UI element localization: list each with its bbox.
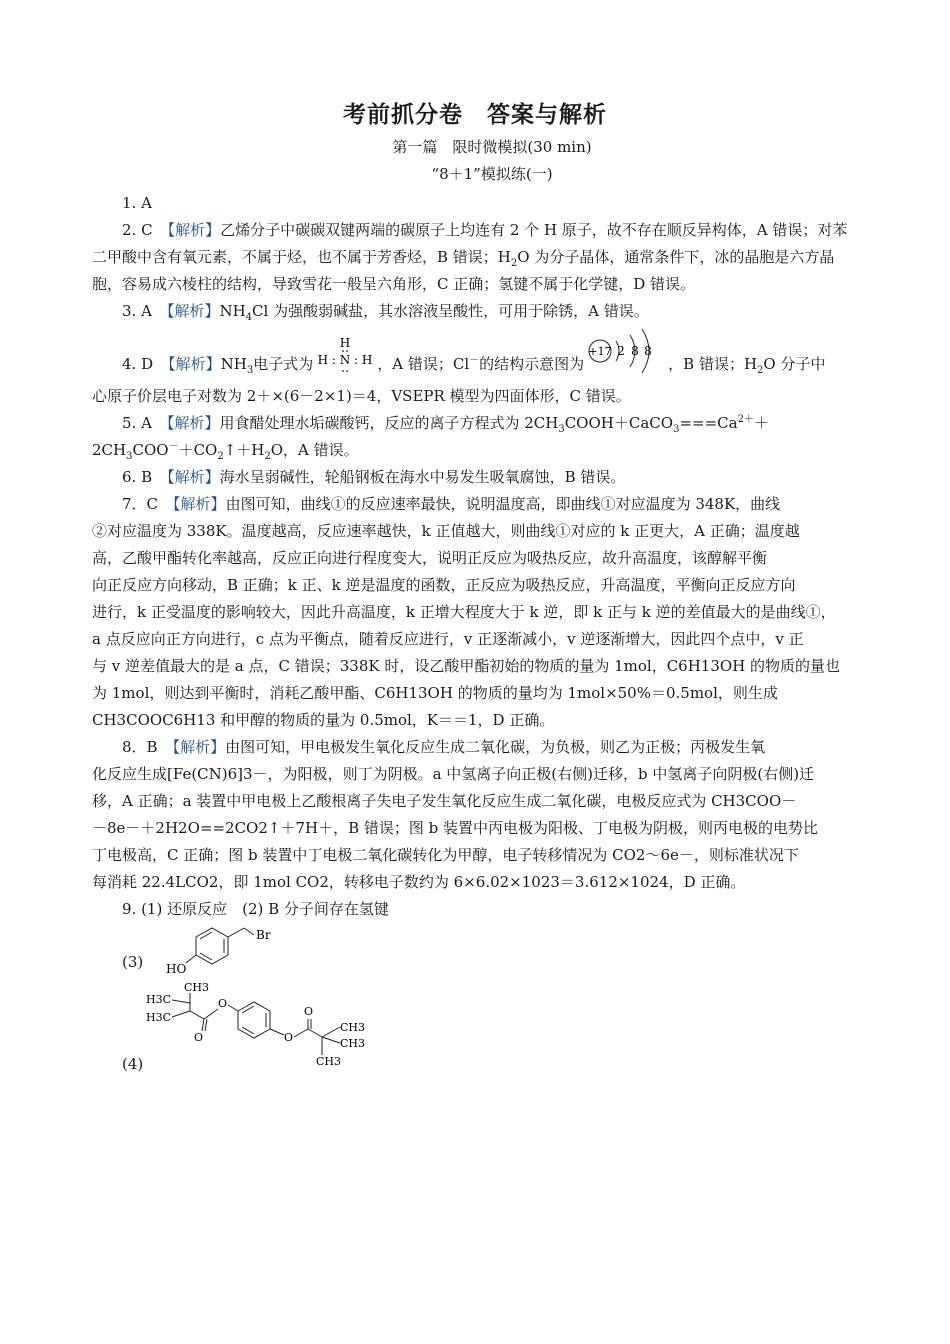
part-label: (4) [122, 1055, 144, 1073]
analysis-line: 高，乙酸甲酯转化率越高，反应正向进行程度变大，说明正反应为吸热反应，故升高温度，该醇解平衡 [92, 549, 768, 567]
shell-1-count: 2 [617, 344, 625, 358]
answer-body [92, 190, 862, 1079]
answer-9-3 [122, 923, 862, 977]
analysis-text: 心原子价层电子对数为 2＋ [92, 387, 272, 405]
ch3-label: CH3 [184, 981, 210, 994]
analysis-tag: 【解析】 [172, 738, 226, 756]
exercise-subtitle: “8＋1”模拟练(一) [431, 165, 553, 183]
analysis-tag: 【解析】 [166, 302, 220, 320]
structure-4-diagram [144, 979, 384, 1071]
shell-2-count: 8 [631, 344, 639, 358]
o-label: O [304, 1005, 314, 1018]
analysis-tag: 【解析】 [167, 221, 221, 239]
analysis-text: O 为分子晶体，通常条件下，冰的晶胞是六方晶胞，容易成六棱柱的结构，导致雪花一般呈六角形，C 正确；氢键不属于化学键，D 错误。 [92, 248, 835, 293]
analysis-text: 海水呈弱碱性，轮船钢板在海水中易发生吸氧腐蚀，B 错误。 [219, 468, 626, 486]
analysis-tag: 【解析】 [166, 414, 220, 432]
o-label: O [194, 1031, 204, 1044]
analysis-text: Cl 为强酸弱碱盐，其水溶液呈酸性，可用于除锈，A 错误。 [252, 302, 649, 320]
electron-formula-h-top: H [340, 338, 351, 350]
ch3-label: CH3 [340, 1021, 366, 1034]
answer-number: 2. C [122, 221, 153, 239]
answer-3: 3. A 【解析】$NH_4Cl$ 为强酸弱碱盐，其水溶液呈酸性，可用于除锈，A 错误。 [122, 302, 649, 323]
analysis-text: NH [220, 355, 247, 373]
nucleus-charge: +17 [588, 345, 612, 358]
analysis-text: 乙烯分子中碳碳双键两端的碳原子上均连有 2 个 H 原子，故不存在顺反异构体，A 错误；对苯二甲酸中含有氧元素，不属于烃，也不属于芳香烃，B 错误；H [92, 221, 848, 266]
analysis-tag: 【解析】 [167, 468, 220, 486]
ch3-label: CH3 [340, 1037, 366, 1050]
answer-number: 7．C [122, 495, 159, 513]
h3c-label: H3C [146, 1011, 172, 1024]
analysis-text: 电子式为 [253, 355, 314, 373]
answer-number: 6. B [122, 468, 153, 486]
shell-3-count: 8 [644, 344, 652, 358]
analysis-tag: 【解析】 [168, 355, 221, 373]
ch3-label: CH3 [316, 1055, 342, 1068]
cl-ion-structure-diagram [584, 321, 668, 381]
nh3-electron-formula [313, 338, 377, 376]
answer-7 [92, 491, 862, 734]
electron-formula-row: H : N : H [317, 353, 373, 367]
analysis-line: －8e－＋2H2O==2CO2↑＋7H＋，B 错误；图 b 装置中丙电极为阳极、丁电极为阴极，则丙电极的电势比 [92, 819, 819, 837]
answer-4: 4. D 【解析】$NH_3$电子式为 H H : N : H ，A 错误；Cl－的结构示意图为 +17 2 8 8 ，B 错误；$H_2O$ 分子中 [92, 335, 862, 395]
analysis-text: 的结构示意图为 [479, 355, 585, 373]
answer-number: 3. A [122, 302, 152, 320]
analysis-text: ＋ [753, 414, 769, 432]
analysis-line: 与 v 逆差值最大的是 a 点，C 错误；338K 时，设乙酸甲酯初始的物质的量为 1mol，C6H13OH 的物质的量也 [92, 657, 841, 675]
charge-sup: － [168, 441, 179, 452]
analysis-text: COOH＋CaCO [564, 414, 674, 432]
analysis-text: ＋CO [178, 441, 218, 459]
part-label: (3) [122, 953, 144, 971]
analysis-line: 丁电极高，C 正确；图 b 装置中丁电极二氧化碳转化为甲醇，电子转移情况为 CO2～6e－，则标准状况下 [92, 846, 799, 864]
analysis-text: NH [219, 302, 246, 320]
section-subtitle: 第一篇 限时微模拟(30 min) [392, 138, 592, 156]
answer-number: 4. D [122, 355, 154, 373]
analysis-line: 由图可知，甲电极发生氧化反应生成二氧化碳，为负极，则乙为正极；丙极发生氧 [225, 738, 766, 756]
answer-6 [92, 464, 862, 491]
answer-2: 2. C 【解析】乙烯分子中碳碳双键两端的碳原子上均连有 2 个 H 原子，故不存在顺反异构体，A 错误；对苯二甲酸中含有氧元素，不属于烃，也不属于芳香烃，B 错误；$H_2O$ 为分子晶体，通常条件下，冰的晶胞是六方晶胞，容易成六棱柱的结构，导致雪花一般呈六角形，C 正确；氢键不属于化学键，D 错误。 [92, 221, 848, 293]
h3c-label: H3C [146, 993, 172, 1006]
o-label: O [218, 997, 228, 1010]
answer-9: 9. (1) 还原反应 (2) B 分子间存在氢键 [122, 900, 389, 918]
answer-1: 1. A [122, 194, 152, 212]
answer-number: 5. A [122, 414, 152, 432]
analysis-line: CH3COOC6H13 和甲醇的物质的量为 0.5mol，K＝＝1，D 正确。 [92, 711, 555, 729]
analysis-text: O，A 错误。 [270, 441, 359, 459]
analysis-text: 2CH [92, 441, 127, 459]
analysis-line: 向正反应方向移动，B 正确；k 正、k 逆是温度的函数，正反应为吸热反应，升高温度，平衡向正反应方向 [92, 576, 796, 594]
answer-5-cont: $2CH_3COO^-+CO_2↑+H_2O$，A 错误。 [92, 441, 359, 462]
answer-9-4 [122, 979, 862, 1079]
analysis-line: a 点反应向正方向进行，c 点为平衡点，随着反应进行，v 正逐渐减小，v 逆逐渐增大，因此四个点中，v 正 [92, 630, 804, 648]
analysis-line: 每消耗 22.4LCO2，即 1mol CO2，转移电子数约为 6×6.02×1023＝3.612×1024，D 正确。 [92, 873, 746, 891]
analysis-text: 用食醋处理水垢碳酸钙，反应的离子方程式为 2CH [219, 414, 559, 432]
charge-sup: 2＋ [737, 414, 754, 425]
answer-8 [92, 734, 862, 896]
o-label: O [284, 1031, 294, 1044]
analysis-text: COO [132, 441, 169, 459]
analysis-line: 进行，k 正受温度的影响较大，因此升高温度，k 正增大程度大于 k 逆，即 k 正与 k 逆的差值最大的是曲线①， [92, 603, 836, 621]
analysis-text: ×(6－2×1)＝4，VSEPR 模型为四面体形，C 错误。 [271, 387, 631, 405]
br-label: Br [256, 928, 271, 942]
answer-5: 5. A 【解析】用食醋处理水垢碳酸钙，反应的离子方程式为 $2CH_3COOH+CaCO_3===Ca^{2+}+$ [122, 414, 769, 435]
ho-label: HO [166, 962, 187, 976]
analysis-tag: 【解析】 [173, 495, 226, 513]
analysis-line: 移，A 正确；a 装置中甲电极上乙酸根离子失电子发生氧化反应生成二氧化碳，电极反应式为 CH3COO－ [92, 792, 797, 810]
analysis-line: ②对应温度为 338K。温度越高，反应速率越快，k 正值越大，则曲线①对应的 k 正更大，A 正确；温度越 [92, 522, 800, 540]
analysis-text: ===Ca [679, 414, 738, 432]
analysis-line: 由图可知，曲线①的反应速率最快，说明温度高，即曲线①对应温度为 348K，曲线 [225, 495, 781, 513]
analysis-text: ，B 错误；H [668, 355, 758, 373]
answer-number: 8．B [122, 738, 158, 756]
structure-3-diagram [146, 923, 276, 977]
analysis-text: ↑＋H [223, 441, 265, 459]
analysis-line: 化反应生成[Fe(CN)6]3－，为阳极，则丁为阴极。a 中氢离子向正极(右侧)迁移，b 中氢离子向阴极(右侧)迁 [92, 765, 815, 783]
analysis-text: O 分子中 [763, 355, 826, 373]
analysis-line: 为 1mol，则达到平衡时，消耗乙酸甲酯、C6H13OH 的物质的量均为 1mol×50%＝0.5mol，则生成 [92, 684, 778, 702]
analysis-text: ，A 错误；Cl [377, 355, 470, 373]
page-title: 考前抓分卷 答案与解析 [343, 102, 607, 128]
